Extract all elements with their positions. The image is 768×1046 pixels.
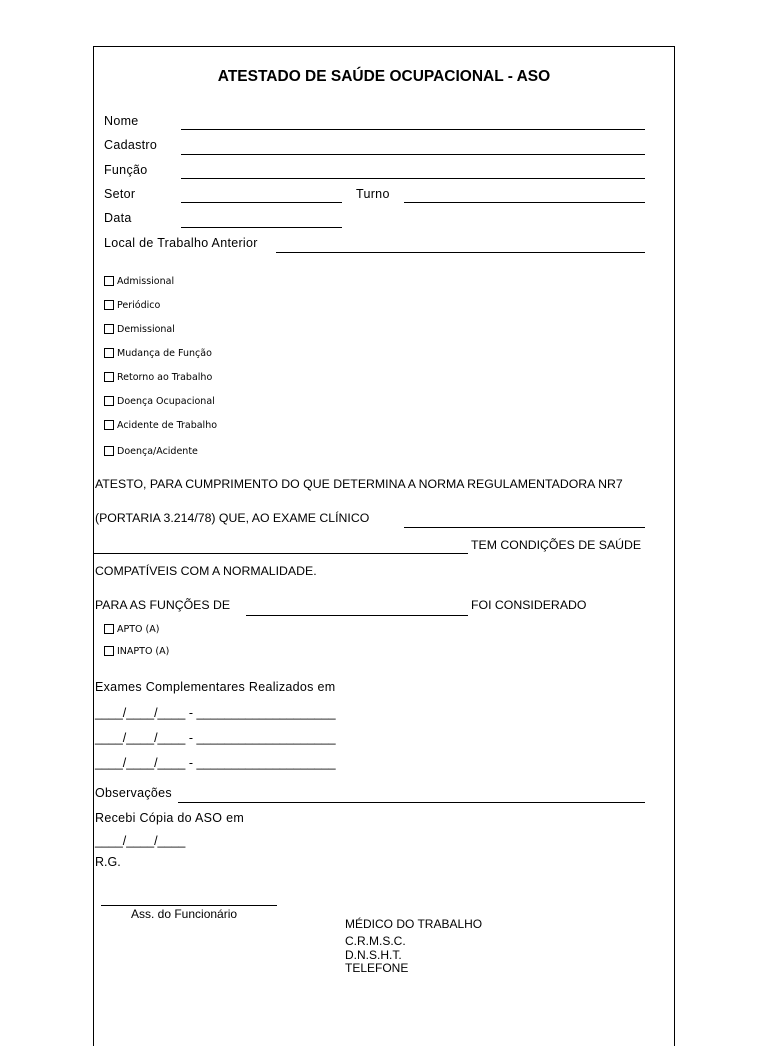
label-turno: Turno — [356, 187, 390, 201]
checkbox-label: Doença/Acidente — [117, 446, 198, 457]
copy-received-label: Recebi Cópia do ASO em — [95, 811, 245, 825]
exam-row[interactable]: ____/____/____ - ____________________ — [95, 706, 336, 720]
field-nome-line[interactable] — [181, 129, 645, 130]
checkbox-retorno-trabalho[interactable] — [104, 372, 114, 382]
checkbox-label: Doença Ocupacional — [117, 396, 215, 407]
label-setor: Setor — [104, 187, 136, 201]
checkbox-label: INAPTO (A) — [117, 646, 170, 657]
field-cadastro-line[interactable] — [181, 154, 645, 155]
attest-considerado-label: FOI CONSIDERADO — [471, 598, 587, 612]
label-observacoes: Observações — [95, 786, 172, 800]
field-local-line[interactable] — [276, 252, 645, 253]
field-setor-line[interactable] — [181, 202, 342, 203]
exam-row[interactable]: ____/____/____ - ____________________ — [95, 731, 336, 745]
checkbox-label: Retorno ao Trabalho — [117, 372, 213, 383]
field-funcao-line[interactable] — [181, 178, 645, 179]
attest-line-2: (PORTARIA 3.214/78) QUE, AO EXAME CLÍNICO — [95, 511, 370, 525]
checkbox-periodico[interactable] — [104, 300, 114, 310]
field-funcoes-line[interactable] — [246, 615, 468, 616]
checkbox-admissional[interactable] — [104, 276, 114, 286]
field-turno-line[interactable] — [404, 202, 645, 203]
field-exame-clinico-line[interactable] — [404, 527, 645, 528]
checkbox-label: Mudança de Função — [117, 348, 212, 359]
checkbox-demissional[interactable] — [104, 324, 114, 334]
attest-line-3: TEM CONDIÇÕES DE SAÚDE — [471, 538, 642, 552]
checkbox-label: Periódico — [117, 300, 161, 311]
form-title: ATESTADO DE SAÚDE OCUPACIONAL - ASO — [217, 68, 551, 85]
checkbox-label: APTO (A) — [117, 624, 160, 635]
label-data: Data — [104, 211, 132, 225]
copy-received-date[interactable]: ____/____/____ — [95, 834, 186, 848]
checkbox-doenca-ocupacional[interactable] — [104, 396, 114, 406]
checkbox-mudanca-funcao[interactable] — [104, 348, 114, 358]
exam-row[interactable]: ____/____/____ - ____________________ — [95, 756, 336, 770]
checkbox-label: Demissional — [117, 324, 175, 335]
employee-signature-label: Ass. do Funcionário — [131, 907, 238, 921]
label-funcao: Função — [104, 163, 148, 177]
attest-funcoes-label: PARA AS FUNÇÕES DE — [95, 598, 231, 612]
rg-label: R.G. — [95, 855, 121, 869]
checkbox-doenca-acidente[interactable] — [104, 446, 114, 456]
doctor-dnsht: D.N.S.H.T. — [345, 948, 402, 962]
field-data-line[interactable] — [181, 227, 342, 228]
label-nome: Nome — [104, 114, 139, 128]
checkbox-acidente-trabalho[interactable] — [104, 420, 114, 430]
employee-signature-line[interactable] — [101, 905, 277, 906]
attest-line-1: ATESTO, PARA CUMPRIMENTO DO QUE DETERMINA A NORMA REGULAMENTADORA NR7 — [95, 477, 623, 491]
field-observacoes-line[interactable] — [178, 802, 645, 803]
doctor-title: MÉDICO DO TRABALHO — [345, 917, 483, 931]
doctor-telefone: TELEFONE — [345, 961, 409, 975]
checkbox-apto[interactable] — [104, 624, 114, 634]
attest-line-4: COMPATÍVEIS COM A NORMALIDADE. — [95, 564, 317, 578]
label-cadastro: Cadastro — [104, 138, 158, 152]
exams-heading: Exames Complementares Realizados em — [95, 680, 336, 694]
doctor-crm: C.R.M.S.C. — [345, 934, 406, 948]
checkbox-label: Admissional — [117, 276, 175, 287]
label-local-trabalho: Local de Trabalho Anterior — [104, 236, 258, 250]
checkbox-label: Acidente de Trabalho — [117, 420, 218, 431]
field-condicoes-line[interactable] — [94, 553, 468, 554]
checkbox-inapto[interactable] — [104, 646, 114, 656]
